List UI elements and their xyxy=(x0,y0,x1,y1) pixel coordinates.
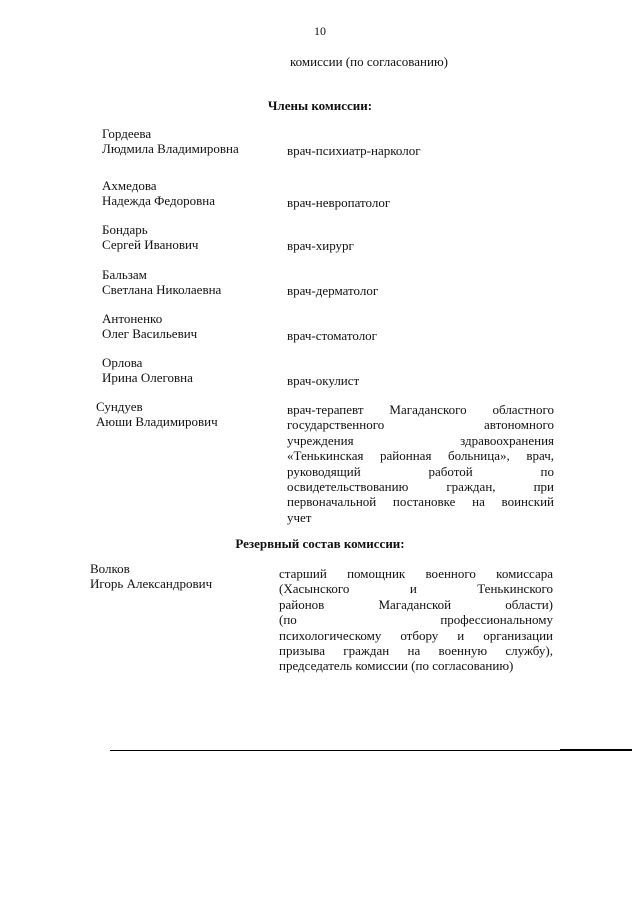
member-given-names: Надежда Федоровна xyxy=(102,193,216,208)
member-surname: Сундуев xyxy=(96,399,143,414)
reserve-given-names: Игорь Александрович xyxy=(90,576,213,591)
role-line: врач-окулист xyxy=(287,373,360,388)
role-line: руководящий работой по xyxy=(287,463,554,479)
member-surname: Бондарь xyxy=(102,222,148,237)
member-given-names: Ирина Олеговна xyxy=(102,370,193,385)
bottom-divider xyxy=(110,750,632,751)
member-role xyxy=(287,238,552,253)
reserve-surname: Волков xyxy=(90,561,130,576)
member-given-names: Людмила Владимировна xyxy=(102,141,239,156)
role-line: врач-психиатр-нарколог xyxy=(287,143,421,158)
member-surname: Гордеева xyxy=(102,126,152,141)
preceding-text-fragment: комиссии (по согласованию) xyxy=(290,54,448,69)
role-line: учреждения здравоохранения xyxy=(287,432,554,448)
role-line: (по профессиональному xyxy=(279,612,553,628)
member-given-names: Сергей Иванович xyxy=(102,237,199,252)
role-line: первоначальной постановке на воинский xyxy=(287,494,554,510)
member-name xyxy=(102,126,272,156)
role-line: учет xyxy=(287,509,312,525)
role-line: районов Магаданской области) xyxy=(279,596,553,612)
member-role xyxy=(287,328,552,343)
role-line: психологическому отбору и организации xyxy=(279,627,553,643)
role-line: призыва граждан на военную службу), xyxy=(279,643,553,659)
role-line: председатель комиссии (по согласованию) xyxy=(279,658,514,674)
member-surname: Ахмедова xyxy=(102,178,157,193)
member-role xyxy=(287,143,552,158)
member-name xyxy=(102,311,272,341)
role-line: (Хасынского и Тенькинского xyxy=(279,581,553,597)
member-given-names: Светлана Николаевна xyxy=(102,282,222,297)
role-line: государственного автономного xyxy=(287,417,554,433)
bottom-divider-accent xyxy=(560,749,632,751)
role-line: врач-невропатолог xyxy=(287,195,391,210)
role-line: врач-стоматолог xyxy=(287,328,378,343)
member-name xyxy=(102,222,272,252)
member-name xyxy=(102,178,272,208)
member-name xyxy=(96,399,266,429)
role-line: старший помощник военного комиссара xyxy=(279,566,553,581)
role-line: врач-дерматолог xyxy=(287,283,379,298)
role-line: врач-терапевт Магаданского областного xyxy=(287,402,554,417)
reserve-name xyxy=(90,561,260,591)
reserve-role xyxy=(279,566,553,674)
role-line: «Тенькинская районная больница», врач, xyxy=(287,448,554,464)
reserve-heading: Резервный состав комиссии: xyxy=(235,536,405,551)
page-number: 10 xyxy=(314,24,326,38)
member-role xyxy=(287,402,554,525)
member-name xyxy=(102,355,272,385)
member-role xyxy=(287,195,552,210)
role-line: врач-хирург xyxy=(287,238,354,253)
member-surname: Антоненко xyxy=(102,311,163,326)
member-surname: Бальзам xyxy=(102,267,147,282)
member-given-names: Аюши Владимирович xyxy=(96,414,218,429)
member-surname: Орлова xyxy=(102,355,143,370)
member-role xyxy=(287,373,552,388)
role-line: освидетельствованию граждан, при xyxy=(287,479,554,495)
member-role xyxy=(287,283,552,298)
member-name xyxy=(102,267,272,297)
members-heading: Члены комиссии: xyxy=(267,98,373,113)
member-given-names: Олег Васильевич xyxy=(102,326,198,341)
